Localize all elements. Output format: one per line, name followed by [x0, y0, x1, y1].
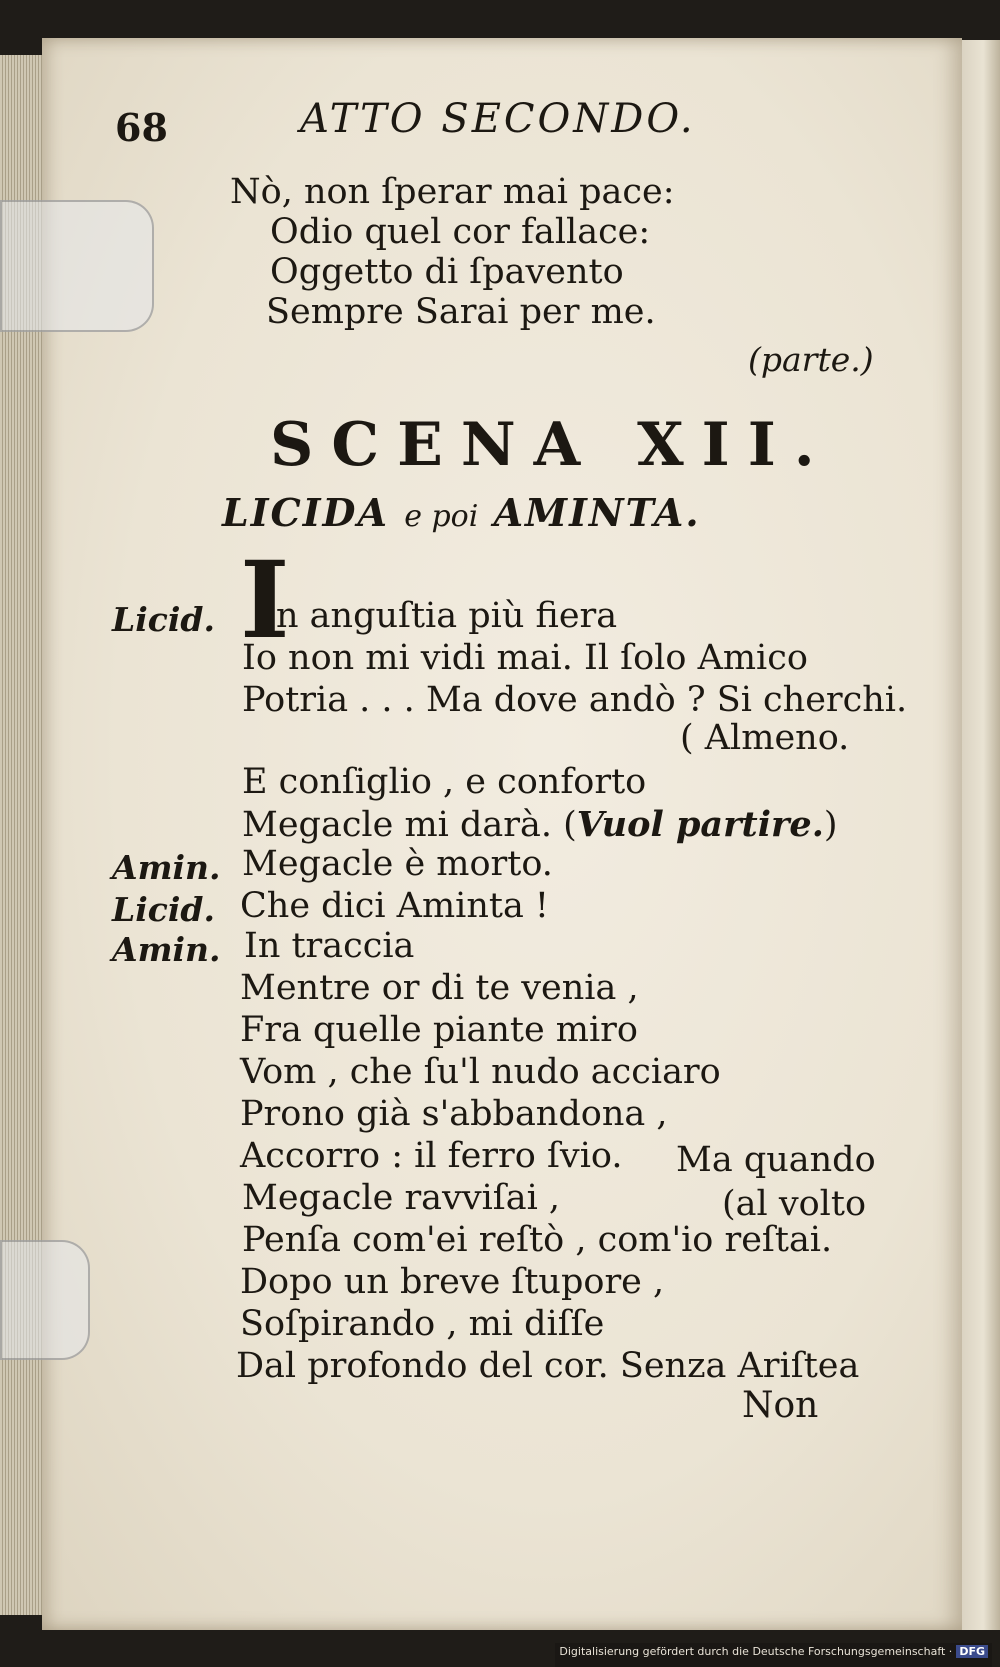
- credit-text: Digitalisierung gefördert durch die Deutsche Forschungsgemeinschaft ·: [559, 1645, 953, 1658]
- dialogue-line: (al volto: [722, 1184, 867, 1224]
- dialogue-line: Ma quando: [676, 1140, 876, 1180]
- dialogue-line: Megacle è morto.: [242, 844, 553, 884]
- character-licida: LICIDA: [222, 490, 389, 535]
- dialogue-line: Mentre or di te venia ,: [240, 968, 639, 1008]
- dialogue-line: Che dici Aminta !: [240, 886, 550, 926]
- dialogue-line: Megacle ravviſai ,: [242, 1178, 561, 1218]
- speaker-licid: Licid.: [112, 600, 215, 639]
- drop-cap: I: [240, 537, 290, 662]
- aria-line-3: Oggetto di ſpavento: [270, 252, 624, 292]
- aria-line-1: Nò, non ſperar mai pace:: [230, 172, 675, 212]
- digitization-credit: [555, 1643, 992, 1667]
- stage-direction: Vuol partire.: [576, 804, 824, 845]
- aria-line-2: Odio quel cor fallace:: [270, 212, 651, 252]
- dialogue-text: ): [823, 805, 838, 845]
- page-clip-bottom: [0, 1240, 90, 1360]
- dialogue-line: Accorro : il ferro ſvio.: [240, 1136, 623, 1176]
- dialogue-line: Fra quelle piante miro: [240, 1010, 638, 1050]
- stage-direction-parte: (parte.): [748, 340, 874, 379]
- dialogue-line: Dal profondo del cor. Senza Ariſtea: [236, 1346, 860, 1386]
- catchword: Non: [742, 1385, 819, 1426]
- dialogue-line: E conſiglio , e conforto: [242, 762, 647, 802]
- scene-title: SCENA XII.: [270, 410, 833, 480]
- dialogue-line: Io non mi vidi mai. Il ſolo Amico: [242, 638, 808, 678]
- dialogue-text: Megacle mi darà. (: [242, 805, 577, 845]
- speaker-licid: Licid.: [112, 890, 215, 929]
- page-number: 68: [115, 105, 168, 150]
- dialogue-line: Penſa com'ei reſtò , com'io reſtai.: [242, 1220, 833, 1260]
- dialogue-line: Prono già s'abbandona ,: [240, 1094, 668, 1134]
- dialogue-line: Dopo un breve ſtupore ,: [240, 1262, 665, 1302]
- page-stack-right: [958, 40, 1000, 1630]
- character-aminta: AMINTA.: [493, 490, 701, 535]
- dialogue-line: [242, 804, 838, 845]
- running-head: ATTO SECONDO.: [300, 96, 696, 142]
- page-clip-top: [0, 200, 154, 332]
- dfg-logo: DFG: [956, 1645, 988, 1658]
- dialogue-line: Potria . . . Ma dove andò ? Si cherchi.: [242, 680, 908, 720]
- dialogue-line: Soſpirando , mi diſſe: [240, 1304, 605, 1344]
- aria-line-4: Sempre Sarai per me.: [266, 292, 656, 332]
- speaker-amin: Amin.: [112, 848, 221, 887]
- dialogue-line: Vom , che ſu'l nudo acciaro: [240, 1052, 721, 1092]
- speaker-amin: Amin.: [112, 930, 221, 969]
- dialogue-line: In traccia: [244, 926, 415, 966]
- dialogue-line: ( Almeno.: [680, 718, 850, 758]
- characters-connector: e poi: [404, 499, 479, 534]
- scene-characters: [222, 490, 701, 535]
- dialogue-line: n anguſtia più fiera: [276, 596, 618, 636]
